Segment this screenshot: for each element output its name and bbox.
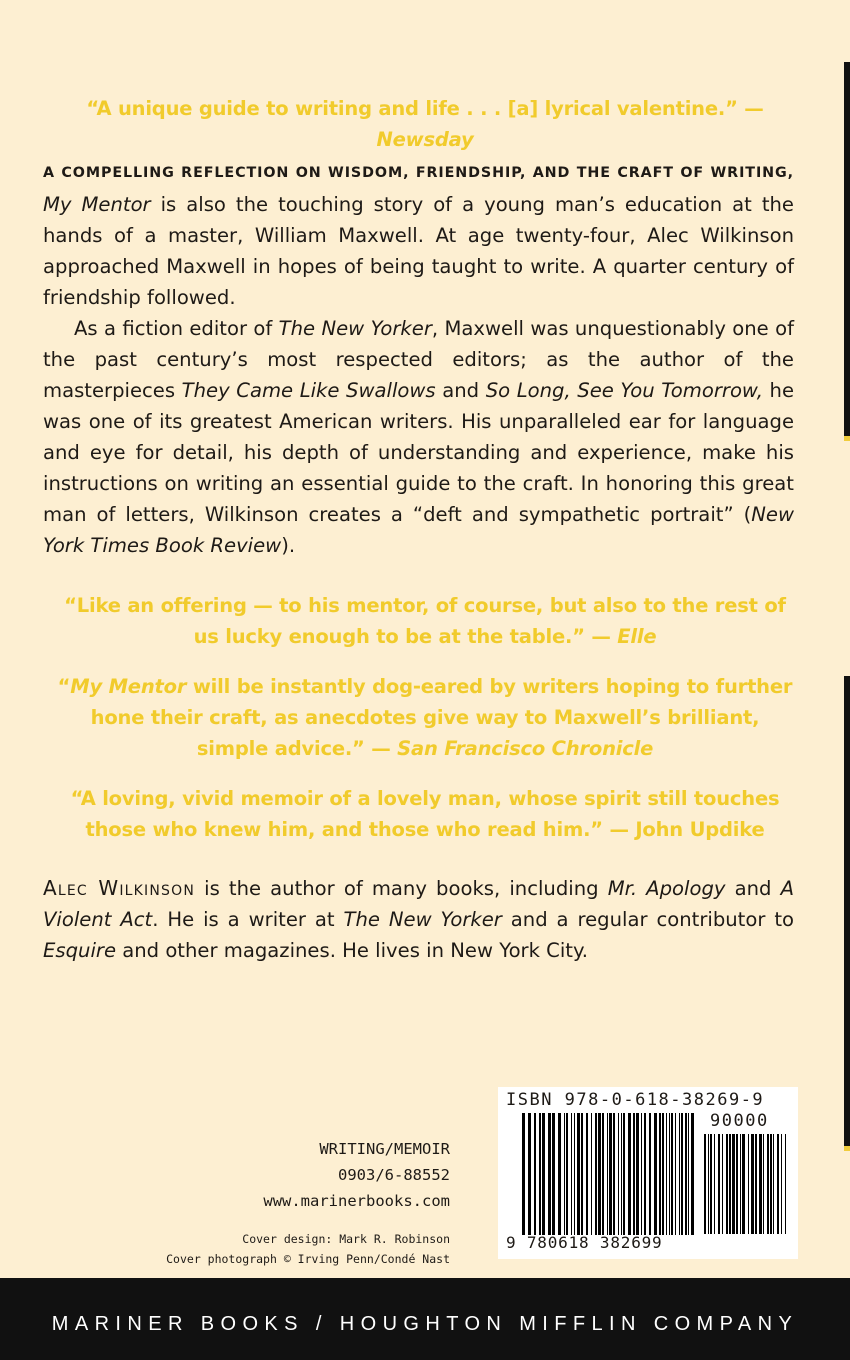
description-lead: A COMPELLING REFLECTION ON WISDOM, FRIENDSHIP, AND THE CRAFT OF WRITING, [43,165,794,181]
book-title: My Mentor [43,193,151,216]
magazine-title: The New Yorker [278,317,432,340]
barcode-bar [704,1134,706,1234]
barcode-bar [577,1113,580,1235]
barcode-bar [777,1134,779,1234]
barcode-bar [621,1113,622,1235]
barcode-bar [688,1113,689,1235]
barcode-bar [644,1113,646,1235]
review-quote-updike [45,783,805,845]
barcode-bar [609,1113,612,1235]
product-code: 0903/6-88552 [338,1166,450,1184]
barcode-bar [618,1113,619,1235]
cover-credits [166,1229,450,1269]
barcode-bar [598,1113,601,1235]
edge-accent-top [844,436,850,441]
barcode-bar [534,1113,536,1235]
barcode-bar [659,1113,661,1235]
publisher-footer: MARINER BOOKS / HOUGHTON MIFFLIN COMPANY [51,1313,799,1335]
barcode-bar [566,1113,568,1235]
publisher-website: www.marinerbooks.com [263,1192,450,1210]
review-title: New York Times Book Review [43,503,794,557]
barcode-bar [558,1113,561,1235]
description-text: is also the touching story of a young man’s education at the hands of a master, William Maxwell. At age twenty-four, Alec Wilkinson approached Maxwell in hopes of being taught to write. A quarter century of friendship followed. [43,193,794,309]
quote-text: “A loving, vivid memoir of a lovely man, whose spirit still touches those who knew him, and those who read him.” — John Updike [70,787,780,841]
barcode-bars-main [522,1113,694,1235]
magazine-title: The New Yorker [343,908,502,931]
category-label: WRITING/MEMOIR [319,1140,450,1158]
barcode-bar [773,1134,774,1234]
barcode-bar [574,1113,575,1235]
barcode-bar [586,1113,588,1235]
barcode-bar [666,1113,667,1235]
barcode-bar [708,1134,709,1234]
edge-bar-top [844,62,850,438]
isbn-number: ISBN 978-0-618-38269-9 [506,1090,765,1110]
barcode-bar [755,1134,757,1234]
barcode-bar [675,1113,676,1235]
barcode-bar [542,1113,545,1235]
review-quote-elle [60,590,790,652]
book-title: Mr. Apology [607,877,726,900]
barcode-bar [613,1113,615,1235]
book-description [43,155,794,561]
quote-source: Newsday [376,128,474,151]
barcode-bar [623,1113,625,1235]
edge-accent-bottom [844,1146,850,1151]
barcode-bar [767,1134,769,1234]
quote-source: Elle [617,625,657,648]
barcode-bar [763,1134,764,1234]
barcode-bars-addon [704,1134,790,1234]
barcode-bar [732,1134,735,1234]
bio-text: . He is a writer at [152,908,344,931]
barcode-bar [602,1113,604,1235]
quote-book-title: My Mentor [70,675,187,698]
barcode-bar [729,1134,731,1234]
barcode-bar [669,1113,670,1235]
author-name: Alec Wilkinson [43,876,196,900]
barcode-bar [740,1134,741,1234]
barcode-bar [742,1134,745,1234]
barcode-bar [564,1113,565,1235]
barcode-bar [571,1113,572,1235]
bio-text: and [725,877,781,900]
barcode-bar [548,1113,551,1235]
description-text: ). [281,534,296,557]
barcode-bar [736,1134,738,1234]
barcode-bar [528,1113,531,1235]
cover-design-credit: Cover design: Mark R. Robinson [242,1232,450,1246]
book-title: So Long, See You Tomorrow, [485,379,763,402]
barcode-bar [662,1113,664,1235]
barcode-bar [633,1113,635,1235]
barcode-bar [641,1113,642,1235]
barcode-bar [649,1113,651,1235]
barcode-bar [522,1113,525,1235]
cover-photo-credit: Cover photograph © Irving Penn/Condé Nast [166,1252,450,1266]
author-bio [43,873,794,966]
bio-text: and other magazines. He lives in New York City. [116,939,589,962]
barcode-bar [691,1113,694,1235]
barcode-bar [591,1113,592,1235]
barcode-bar [679,1113,680,1235]
barcode-bar [552,1113,555,1235]
barcode-bar [751,1134,754,1234]
barcode-bar [581,1113,583,1235]
review-quote-newsday [40,93,810,155]
quote-text: “A unique guide to writing and life . . . [a] lyrical valentine.” — [86,97,764,120]
description-paragraph-2 [43,313,794,561]
quote-source: San Francisco Chronicle [397,737,654,760]
book-title: They Came Like Swallows [181,379,436,402]
quote-text: “Like an offering — to his mentor, of course, but also to the rest of us lucky enough to be at the table.” — [64,594,786,648]
book-title: A Violent Act [43,877,794,931]
bio-text: and a regular contributor to [501,908,795,931]
edge-bar-bottom [844,676,850,1150]
barcode-bar [636,1113,639,1235]
barcode-bar [607,1113,608,1235]
description-text: he was one of its greatest American writers. His unparalleled ear for language and eye for detail, his depth of understanding and experience, make his instructions on writing an essential guide to the craft. In honoring this great man of letters, Wilkinson creates a “deft and sympathetic portrait” ( [43,379,794,526]
barcode-bar [595,1113,597,1235]
barcode-bar [685,1113,687,1235]
description-text: , Maxwell was unquestionably one of the past century’s most respected editors; as the author of the masterpieces [43,317,794,402]
price-code: 90000 [710,1111,769,1131]
barcode-bar [718,1134,720,1234]
barcode-bar [781,1134,782,1234]
barcode-bar [748,1134,749,1234]
barcode-bar [671,1113,673,1235]
barcode-bar [681,1113,683,1235]
magazine-title: Esquire [43,939,116,962]
ean-number: 9 780618 382699 [506,1233,663,1252]
author-bio-paragraph [43,873,794,966]
barcode-bar [714,1134,715,1234]
barcode-bar [539,1113,541,1235]
barcode-bar [785,1134,786,1234]
review-quote-chronicle: “My Mentor will be instantly dog-eared by writers hoping to further hone their craft, as anecdotes give way to Maxwell’s brilliant, simple advice.” — San Francisco Chronicle [57,675,793,760]
barcode-bar [628,1113,631,1235]
description-paragraph-1 [43,155,794,313]
description-text: and [435,379,486,402]
publication-meta [263,1136,450,1214]
barcode-bar [770,1134,772,1234]
quote-text: will be instantly dog-eared by writers hoping to further hone their craft, as anecdotes give way to Maxwell’s brilliant, simple advice.” — [90,675,793,760]
barcode-bar [726,1134,728,1234]
barcode-bar [654,1113,657,1235]
barcode-bar [722,1134,723,1234]
bio-text: is the author of many books, including [195,877,608,900]
barcode-bar [759,1134,762,1234]
barcode-bar [710,1134,712,1234]
description-text: As a fiction editor of [74,317,279,340]
isbn-barcode [498,1087,798,1259]
